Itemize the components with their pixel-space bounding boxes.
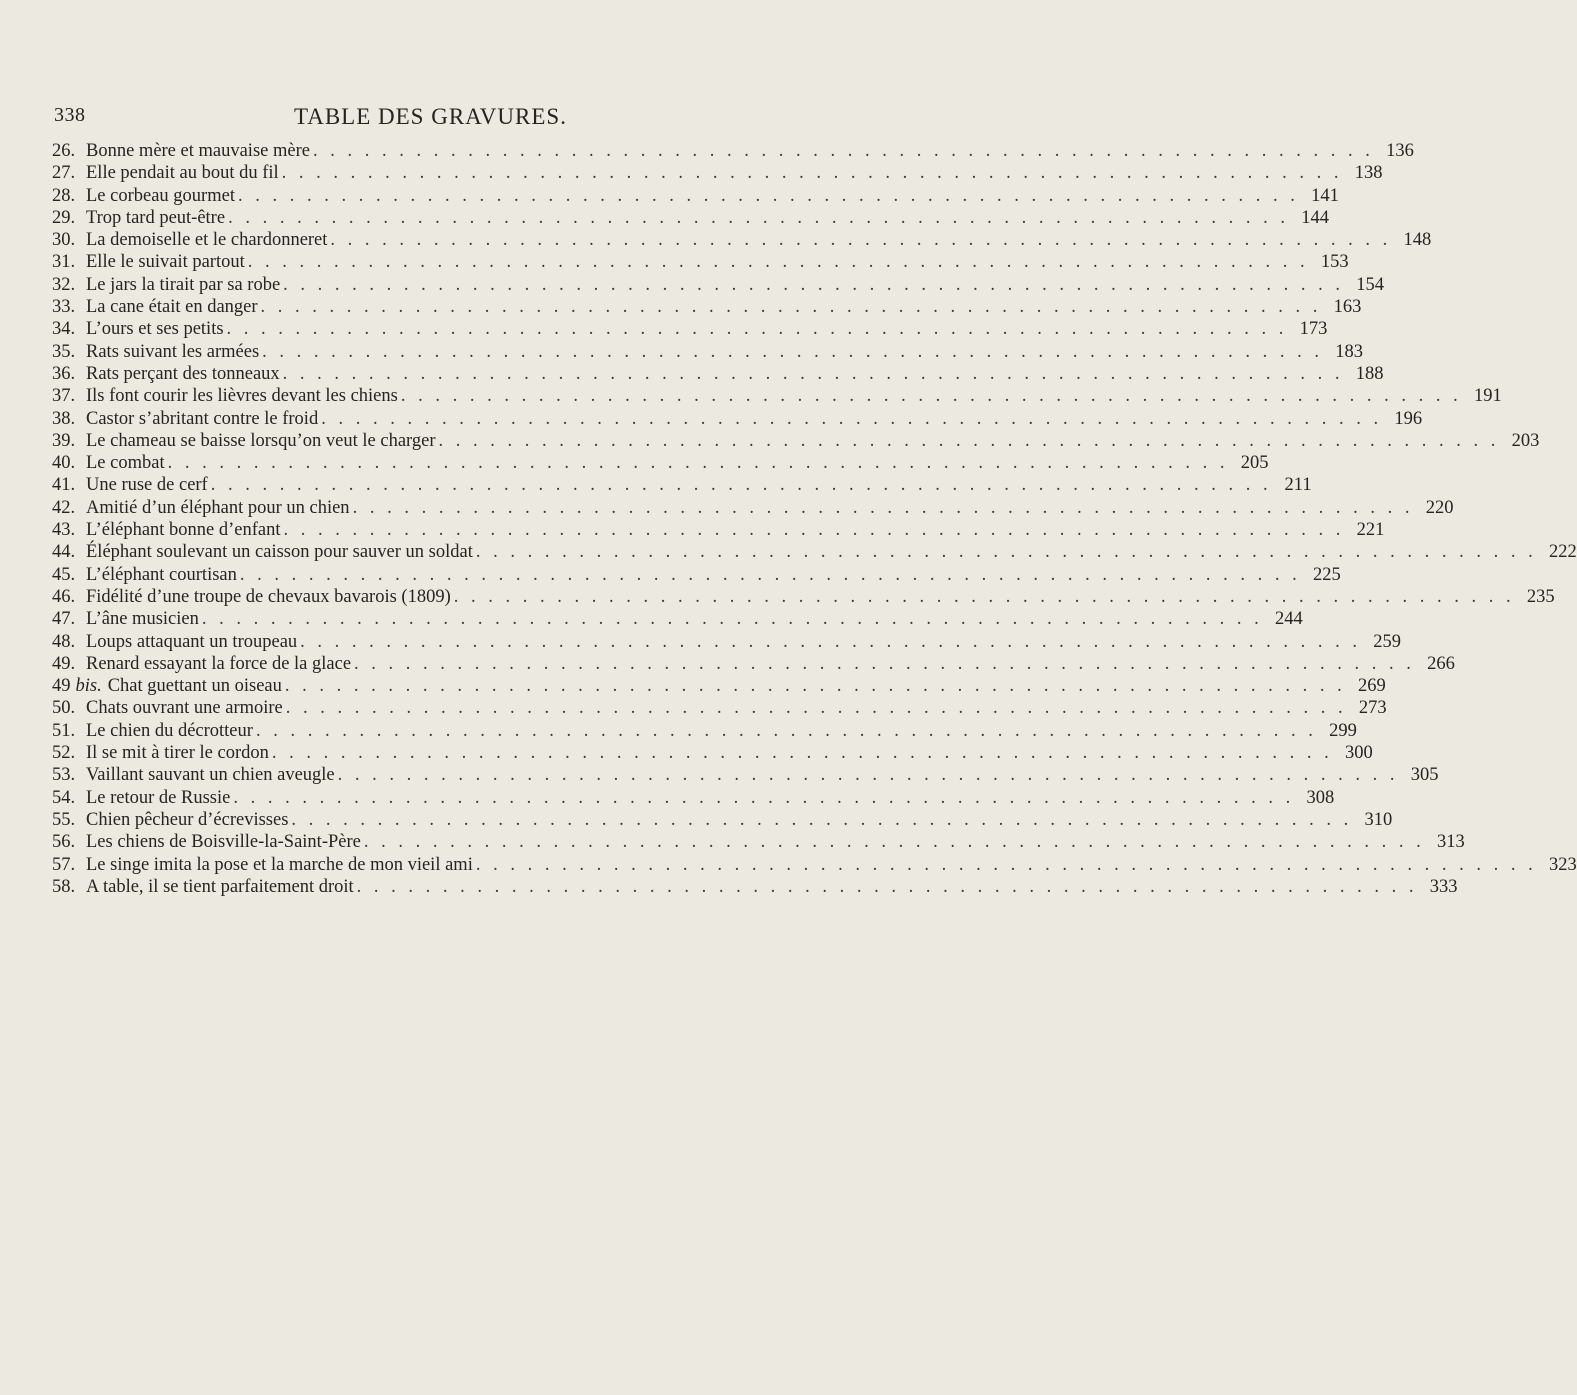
- entry-page: 221: [1356, 520, 1385, 541]
- dot-leader: [259, 341, 1323, 363]
- entry-page: 308: [1306, 787, 1335, 808]
- entry-number: 41.: [52, 475, 76, 496]
- entry-page: 188: [1355, 363, 1384, 384]
- entry-title: L’éléphant courtisan: [86, 564, 237, 585]
- dot-leader: [335, 764, 1399, 786]
- entry-title: L’âne musicien: [86, 609, 199, 630]
- dot-leader: [283, 697, 1347, 719]
- entry-page: 183: [1335, 341, 1364, 362]
- entry-title: Rats perçant des tonneaux: [86, 363, 280, 384]
- dot-leader: [327, 229, 1391, 251]
- toc-entry: [52, 474, 1312, 496]
- dot-leader: [435, 430, 1499, 452]
- dot-leader: [354, 876, 1418, 898]
- dot-leader: [253, 720, 1317, 742]
- toc-entry: [52, 586, 1555, 608]
- toc-entry: [52, 408, 1423, 430]
- toc-entry: [52, 318, 1328, 340]
- dot-leader: [279, 162, 1343, 184]
- entry-title: Renard essayant la force de la glace: [86, 653, 352, 674]
- entry-page: 144: [1301, 207, 1329, 228]
- entry-number: 31.: [52, 252, 76, 273]
- entry-number: 38.: [52, 408, 76, 429]
- entry-title: Ils font courir les lièvres devant les chiens: [86, 386, 398, 407]
- dot-leader: [473, 541, 1537, 563]
- dot-leader: [280, 363, 1344, 385]
- toc-entry: [52, 274, 1385, 296]
- entry-number: 56.: [52, 832, 76, 853]
- dot-leader: [165, 452, 1229, 474]
- entry-number: 37.: [52, 386, 76, 407]
- entry-page: 211: [1284, 475, 1312, 496]
- entry-number: 39.: [52, 430, 76, 451]
- entry-number: 50.: [52, 698, 76, 719]
- dot-leader: [473, 854, 1537, 876]
- toc-entry: [52, 452, 1269, 474]
- dot-leader: [451, 586, 1515, 608]
- entry-page: 313: [1436, 832, 1465, 853]
- entry-page: 148: [1403, 230, 1432, 251]
- entry-page: 196: [1394, 408, 1423, 429]
- entry-number: 48.: [52, 631, 76, 652]
- entry-title: La demoiselle et le chardonneret: [86, 230, 328, 251]
- dot-leader: [398, 385, 1462, 407]
- entry-page: 220: [1425, 497, 1454, 518]
- entry-number: 27.: [52, 163, 76, 184]
- entry-page: 269: [1358, 676, 1386, 697]
- dot-leader: [282, 675, 1346, 697]
- toc-entry: [52, 296, 1362, 318]
- entry-page: 273: [1358, 698, 1387, 719]
- entry-title: Loups attaquant un troupeau: [86, 631, 298, 652]
- entry-number: 35.: [52, 341, 76, 362]
- entry-title: Elle le suivait partout: [86, 252, 245, 273]
- entry-number: 58.: [52, 876, 76, 897]
- entry-number: 49: [52, 676, 71, 697]
- entry-number: 26.: [52, 141, 76, 161]
- toc-entry: [52, 720, 1357, 742]
- toc-entry: [52, 876, 1458, 898]
- entry-title: Le jars la tirait par sa robe: [86, 274, 281, 295]
- toc-entry: [52, 809, 1393, 831]
- entry-number: 57.: [52, 854, 76, 875]
- dot-leader: [258, 296, 1322, 318]
- entry-number: 40.: [52, 453, 76, 474]
- entry-page: 205: [1240, 453, 1269, 474]
- dot-leader: [208, 474, 1272, 496]
- entry-title: Le chien du décrotteur: [86, 720, 253, 741]
- entry-page: 235: [1526, 586, 1555, 607]
- entry-title: L’éléphant bonne d’enfant: [86, 520, 281, 541]
- entry-number: 28.: [52, 185, 76, 206]
- entry-title: Une ruse de cerf: [86, 475, 208, 496]
- entry-page: 222: [1549, 542, 1577, 563]
- entry-number: 30.: [52, 230, 76, 251]
- page-number: 338: [54, 104, 86, 126]
- dot-leader: [237, 564, 1301, 586]
- entry-title: Bonne mère et mauvaise mère: [86, 141, 310, 161]
- toc-entry: [52, 341, 1364, 363]
- dot-leader: [269, 742, 1333, 764]
- toc-entry: [52, 675, 1386, 697]
- entry-title: Fidélité d’une troupe de chevaux bavarois (1809): [86, 586, 451, 607]
- entry-page: 299: [1329, 720, 1357, 741]
- entry-title: Elle pendait au bout du fil: [86, 163, 279, 184]
- entry-page: 154: [1356, 274, 1385, 295]
- toc-entry: [52, 787, 1335, 809]
- toc-entry: [52, 631, 1402, 653]
- entry-page: 136: [1386, 141, 1414, 161]
- entry-title: Le combat: [86, 453, 165, 474]
- entry-number: 43.: [52, 520, 76, 541]
- dot-leader: [281, 519, 1345, 541]
- dot-leader: [235, 185, 1299, 207]
- dot-leader: [310, 140, 1374, 162]
- toc-entry: [52, 854, 1577, 876]
- entry-page: 141: [1311, 185, 1339, 206]
- entry-page: 225: [1313, 564, 1341, 585]
- dot-leader: [288, 809, 1352, 831]
- entry-page: 138: [1354, 163, 1383, 184]
- toc-entry: [52, 251, 1349, 273]
- entry-number: 51.: [52, 720, 76, 741]
- entry-title: Le singe imita la pose et la marche de mon vieil ami: [86, 854, 473, 875]
- entry-page: 163: [1333, 297, 1362, 318]
- entry-title: Castor s’abritant contre le froid: [86, 408, 319, 429]
- table-of-engravings: [52, 140, 1577, 898]
- toc-entry: [52, 207, 1329, 229]
- entry-page: 191: [1473, 386, 1502, 407]
- toc-entry: [52, 831, 1465, 853]
- entry-page: 305: [1410, 765, 1439, 786]
- toc-entry: [52, 519, 1385, 541]
- entry-page: 310: [1364, 809, 1393, 830]
- entry-number: 47.: [52, 609, 76, 630]
- entry-title: Vaillant sauvant un chien aveugle: [86, 765, 335, 786]
- toc-entry: [52, 385, 1502, 407]
- entry-number: 55.: [52, 809, 76, 830]
- entry-number: 54.: [52, 787, 76, 808]
- entry-title: A table, il se tient parfaitement droit: [86, 876, 354, 897]
- entry-number: 52.: [52, 743, 76, 764]
- entry-number: 29.: [52, 207, 76, 228]
- toc-entry: [52, 697, 1387, 719]
- entry-page: 323: [1548, 854, 1577, 875]
- entry-title: Rats suivant les armées: [86, 341, 260, 362]
- dot-leader: [280, 274, 1344, 296]
- entry-page: 203: [1511, 430, 1540, 451]
- running-title: TABLE DES GRAVURES.: [294, 104, 567, 129]
- entry-title: Les chiens de Boisville-la-Saint-Père: [86, 832, 361, 853]
- entry-number: 53.: [52, 765, 76, 786]
- dot-leader: [318, 408, 1382, 430]
- toc-entry: [52, 430, 1540, 452]
- entry-page: 259: [1373, 631, 1402, 652]
- dot-leader: [224, 318, 1288, 340]
- toc-entry: [52, 140, 1414, 162]
- toc-entry: [52, 363, 1384, 385]
- toc-entry: [52, 564, 1341, 586]
- entry-number: 33.: [52, 297, 76, 318]
- entry-number: 44.: [52, 542, 76, 563]
- entry-page: 173: [1299, 319, 1328, 340]
- dot-leader: [230, 787, 1294, 809]
- entry-title: Éléphant soulevant un caisson pour sauver un soldat: [86, 542, 473, 563]
- entry-page: 244: [1274, 609, 1303, 630]
- toc-entry: [52, 541, 1577, 563]
- entry-number: 36.: [52, 363, 76, 384]
- entry-title: Il se mit à tirer le cordon: [86, 743, 269, 764]
- toc-entry: [52, 764, 1439, 786]
- entry-page: 333: [1429, 876, 1458, 897]
- entry-title: Le retour de Russie: [86, 787, 231, 808]
- dot-leader: [361, 831, 1425, 853]
- toc-entry: [52, 608, 1303, 630]
- toc-entry: [52, 653, 1455, 675]
- dot-leader: [225, 207, 1289, 229]
- entry-title: Chien pêcheur d’écrevisses: [86, 809, 289, 830]
- entry-number: 49.: [52, 653, 76, 674]
- dot-leader: [245, 251, 1309, 273]
- toc-entry: [52, 497, 1454, 519]
- entry-title: Amitié d’un éléphant pour un chien: [86, 497, 350, 518]
- dot-leader: [350, 497, 1414, 519]
- toc-entry: [52, 229, 1432, 251]
- entry-title: L’ours et ses petits: [86, 319, 224, 340]
- entry-number: 45.: [52, 564, 76, 585]
- entry-page: 153: [1320, 252, 1349, 273]
- dot-leader: [351, 653, 1415, 675]
- entry-page: 300: [1345, 743, 1373, 764]
- dot-leader: [297, 631, 1361, 653]
- entry-page: 266: [1427, 653, 1455, 674]
- entry-bis-marker: bis.: [75, 676, 102, 697]
- entry-title: Chats ouvrant une armoire: [86, 698, 283, 719]
- entry-title: Le chameau se baisse lorsqu’on veut le charger: [86, 430, 436, 451]
- entry-number: 46.: [52, 586, 76, 607]
- entry-title: Chat guettant un oiseau: [107, 676, 282, 697]
- entry-number: 32.: [52, 274, 76, 295]
- toc-entry: [52, 742, 1373, 764]
- toc-entry: [52, 162, 1383, 184]
- entry-number: 42.: [52, 497, 76, 518]
- page-header: [54, 104, 754, 134]
- entry-title: La cane était en danger: [86, 297, 258, 318]
- toc-entry: [52, 185, 1339, 207]
- entry-title: Trop tard peut-être: [86, 207, 226, 228]
- dot-leader: [199, 608, 1263, 630]
- entry-title: Le corbeau gourmet: [86, 185, 235, 206]
- entry-number: 34.: [52, 319, 76, 340]
